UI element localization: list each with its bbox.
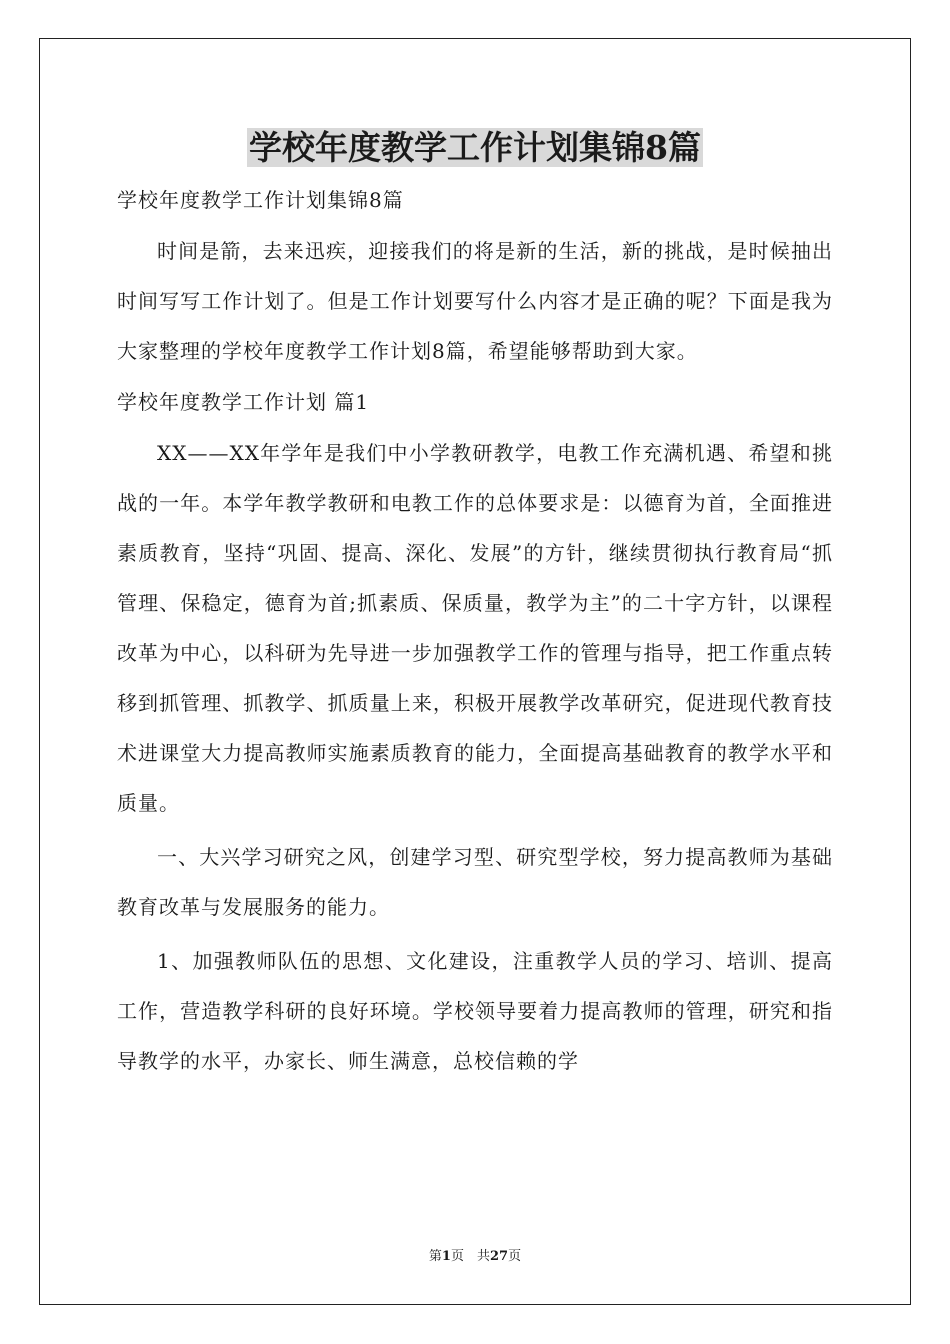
document-title [0, 122, 950, 174]
document-body [117, 178, 833, 1090]
document-subtitle: 学校年度教学工作计划集锦8篇 [117, 188, 404, 212]
document-title-text: 学校年度教学工作计划集锦8篇 [249, 128, 701, 167]
page-footer [0, 1245, 950, 1264]
page-suffix: 页 [508, 1249, 522, 1264]
page-total: 27 [489, 1249, 509, 1264]
page-current: 1 [441, 1249, 451, 1264]
body-paragraph: XX——XX年学年是我们中小学教研教学，电教工作充满机遇、希望和挑战的一年。本学年教学教研和电教工作的总体要求是：以德育为首，全面推进素质教育，坚持“巩固、提高、深化、发展”的方针，继续贯彻执行教育局“抓管理、保稳定，德育为首;抓素质、保质量，教学为主”的二十字方针，以课程改革为中心，以科研为先导进一步加强教学工作的管理与指导，把工作重点转移到抓管理、抓教学、抓质量上来，积极开展教学改革研究，促进现代教育技术进课堂大力提高教师实施素质教育的能力，全面提高基础教育的教学水平和质量。 [117, 441, 833, 815]
body-paragraph: 一、大兴学习研究之风，创建学习型、研究型学校，努力提高教师为基础教育改革与发展服务的能力。 [117, 845, 833, 919]
body-paragraph: 1、加强教师队伍的思想、文化建设，注重教学人员的学习、培训、提高工作，营造教学科研的良好环境。学校领导要着力提高教师的管理，研究和指导教学的水平，办家长、师生满意，总校信赖的学 [117, 949, 833, 1073]
section-heading: 学校年度教学工作计划 篇1 [117, 390, 370, 414]
page-prefix: 第 [428, 1249, 442, 1264]
intro-paragraph: 时间是箭，去来迅疾，迎接我们的将是新的生活，新的挑战，是时候抽出时间写写工作计划了。但是工作计划要写什么内容才是正确的呢？下面是我为大家整理的学校年度教学工作计划8篇，希望能够帮助到大家。 [117, 239, 833, 363]
page-mid: 页 共 [450, 1249, 490, 1264]
